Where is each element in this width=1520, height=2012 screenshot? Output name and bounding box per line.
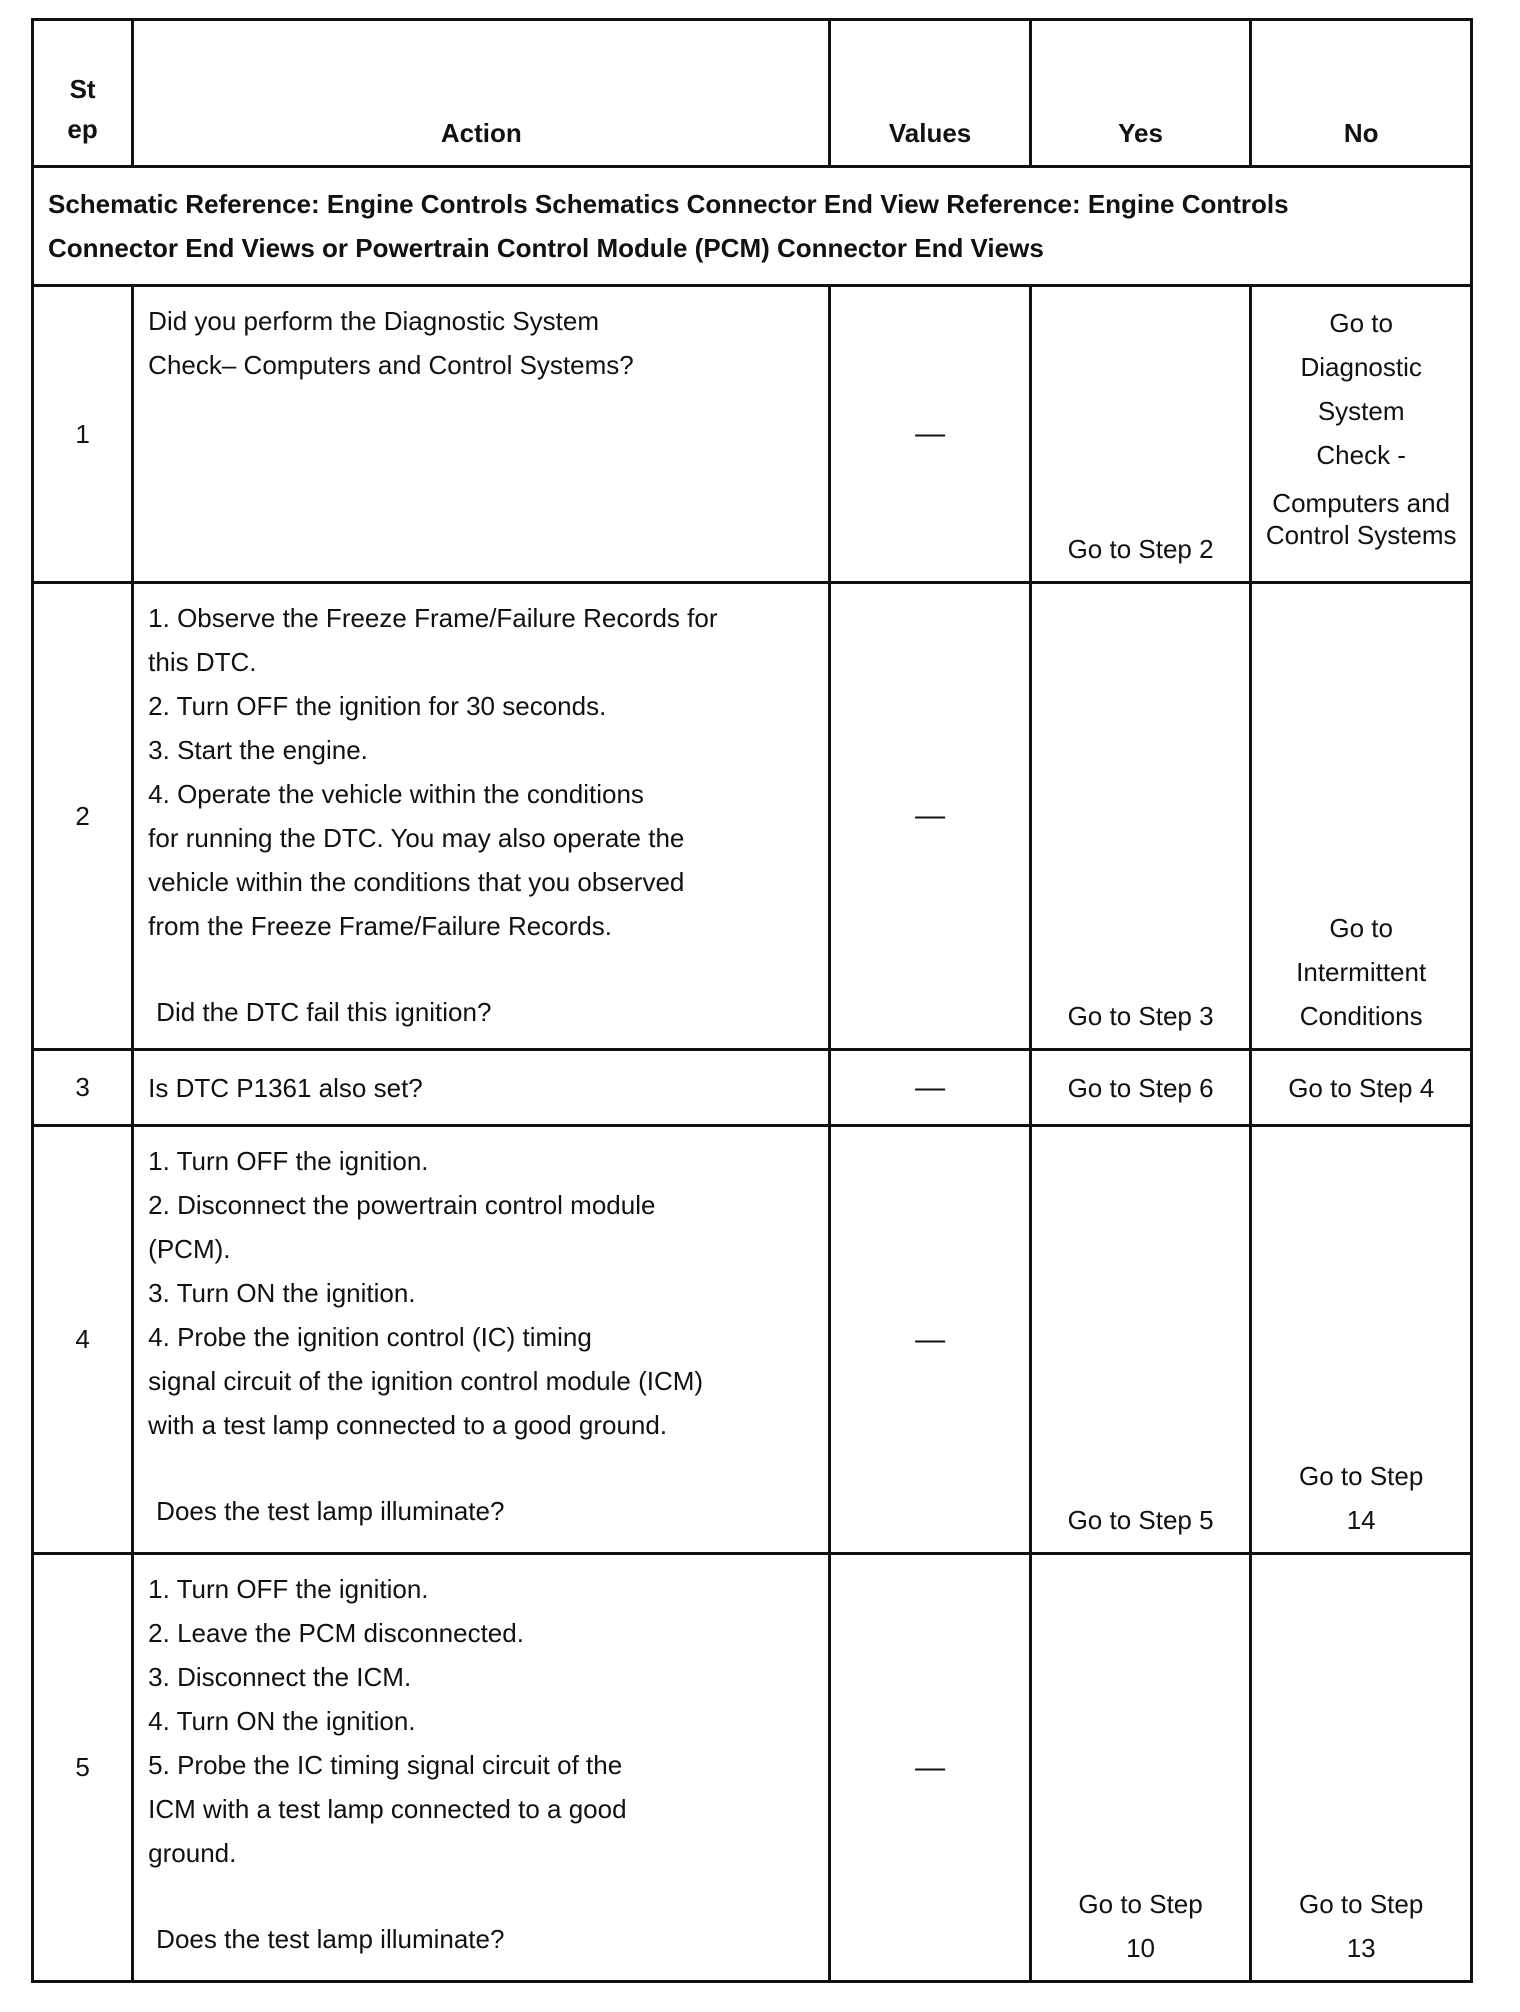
- no-line: Go to: [1329, 308, 1393, 338]
- yes-header: Yes: [1030, 20, 1251, 167]
- yes-cell: Go to Step 6: [1030, 1050, 1251, 1126]
- no-line: Go to Step: [1299, 1889, 1424, 1919]
- action-line: 2. Leave the PCM disconnected.: [148, 1618, 524, 1648]
- action-cell: [133, 1050, 830, 1126]
- yes-line: 10: [1126, 1933, 1156, 1963]
- yes-line: Go to Step: [1078, 1889, 1203, 1919]
- step-number: 4: [33, 1126, 133, 1554]
- table-row: [33, 1050, 1472, 1126]
- yes-cell: [1030, 1554, 1251, 1982]
- action-line: 2. Turn OFF the ignition for 30 seconds.: [148, 691, 607, 721]
- yes-cell: Go to Step 2: [1030, 286, 1251, 583]
- value-cell: —: [830, 1050, 1030, 1126]
- action-line: (PCM).: [148, 1234, 231, 1264]
- no-line: Go to Step: [1299, 1461, 1424, 1491]
- reference-line-2: Connector End Views or Powertrain Control Module (PCM) Connector End Views: [48, 233, 1044, 263]
- action-cell: [133, 286, 830, 583]
- action-line: Is DTC P1361 also set?: [148, 1072, 423, 1103]
- action-line: 2. Disconnect the powertrain control module: [148, 1190, 656, 1220]
- action-line: 5. Probe the IC timing signal circuit of the: [148, 1750, 623, 1780]
- action-line: this DTC.: [148, 647, 257, 677]
- action-cell: [133, 583, 830, 1050]
- step-number: 3: [33, 1050, 133, 1126]
- action-line: 3. Start the engine.: [148, 735, 368, 765]
- no-cell: [1251, 1554, 1472, 1982]
- yes-cell: Go to Step 3: [1030, 583, 1251, 1050]
- value-cell: —: [830, 1126, 1030, 1554]
- table-row: [33, 583, 1472, 1050]
- table-row: [33, 286, 1472, 583]
- value-cell: —: [830, 1554, 1030, 1982]
- no-line: Control Systems: [1265, 520, 1457, 550]
- step-number: 1: [33, 286, 133, 583]
- action-line: 4. Probe the ignition control (IC) timing: [148, 1322, 592, 1352]
- step-header-line2: ep: [67, 114, 98, 144]
- no-line: Conditions: [1299, 1001, 1423, 1031]
- action-line: with a test lamp connected to a good ground.: [148, 1410, 668, 1440]
- header-row: [33, 20, 1472, 167]
- action-line: 4. Operate the vehicle within the conditions: [148, 779, 644, 809]
- action-cell: [133, 1126, 830, 1554]
- step-number: 5: [33, 1554, 133, 1982]
- action-line: 3. Disconnect the ICM.: [148, 1662, 412, 1692]
- value-cell: —: [830, 583, 1030, 1050]
- no-cell: [1251, 583, 1472, 1050]
- action-line: signal circuit of the ignition control module (ICM): [148, 1366, 704, 1396]
- table-row: [33, 1554, 1472, 1982]
- no-cell: [1251, 286, 1472, 583]
- action-question: Did the DTC fail this ignition?: [156, 997, 492, 1027]
- schematic-reference: [33, 167, 1472, 286]
- action-question: Does the test lamp illuminate?: [156, 1496, 505, 1526]
- action-line: vehicle within the conditions that you observed: [148, 867, 685, 897]
- action-line: ground.: [148, 1838, 237, 1868]
- no-line: Go to Step 4: [1288, 1072, 1435, 1103]
- diagnostic-table: [31, 18, 1473, 1983]
- step-number: 2: [33, 583, 133, 1050]
- action-line: for running the DTC. You may also operate the: [148, 823, 685, 853]
- action-header: Action: [133, 20, 830, 167]
- no-line: Diagnostic: [1300, 352, 1422, 382]
- table-row: [33, 1126, 1472, 1554]
- no-line: 13: [1346, 1933, 1376, 1963]
- no-line: 14: [1346, 1505, 1376, 1535]
- action-line: ICM with a test lamp connected to a good: [148, 1794, 627, 1824]
- action-line: Did you perform the Diagnostic System: [148, 306, 600, 336]
- reference-line-1: Schematic Reference: Engine Controls Schematics Connector End View Reference: Engine Controls: [48, 189, 1289, 219]
- reference-row: [33, 167, 1472, 286]
- no-cell: [1251, 1050, 1472, 1126]
- action-line: 4. Turn ON the ignition.: [148, 1706, 416, 1736]
- no-header: No: [1251, 20, 1472, 167]
- action-question: Does the test lamp illuminate?: [156, 1924, 505, 1954]
- yes-cell: Go to Step 5: [1030, 1126, 1251, 1554]
- action-line: 1. Observe the Freeze Frame/Failure Records for: [148, 603, 718, 633]
- action-line: from the Freeze Frame/Failure Records.: [148, 911, 612, 941]
- step-header-line1: St: [69, 74, 96, 104]
- no-line: System: [1317, 396, 1405, 426]
- diagnostic-table-frame: [31, 18, 1473, 1988]
- values-header: Values: [830, 20, 1030, 167]
- action-cell: [133, 1554, 830, 1982]
- no-line: Check -: [1316, 440, 1406, 470]
- no-cell: [1251, 1126, 1472, 1554]
- action-line: Check– Computers and Control Systems?: [148, 350, 634, 380]
- no-line: Intermittent: [1296, 957, 1427, 987]
- action-line: 1. Turn OFF the ignition.: [148, 1574, 429, 1604]
- step-header: [33, 20, 133, 167]
- no-line: Go to: [1329, 913, 1393, 943]
- value-cell: —: [830, 286, 1030, 583]
- action-line: 3. Turn ON the ignition.: [148, 1278, 416, 1308]
- no-line: Computers and: [1272, 488, 1451, 518]
- action-line: 1. Turn OFF the ignition.: [148, 1146, 429, 1176]
